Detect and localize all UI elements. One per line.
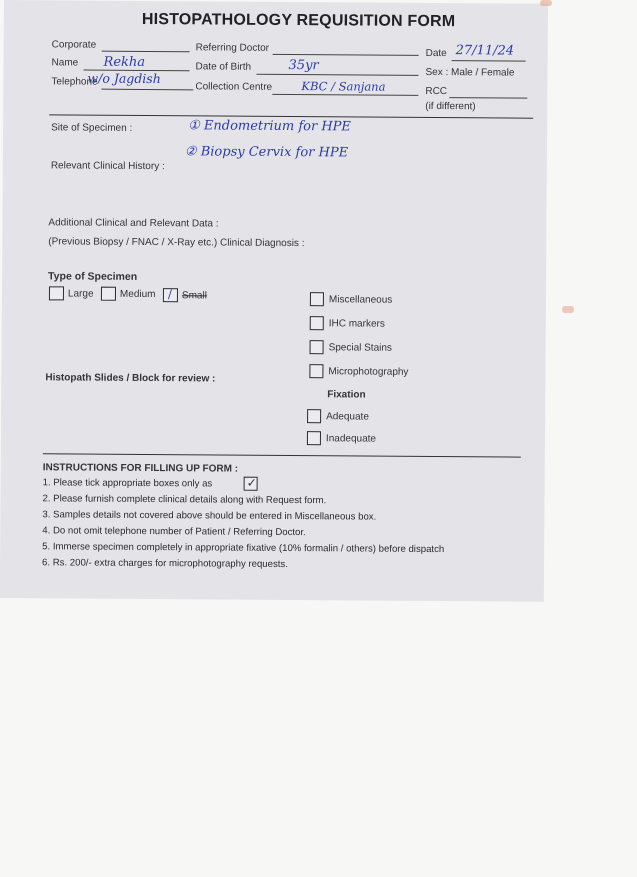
collection-centre-value[interactable]: KBC / Sanjana bbox=[301, 79, 386, 94]
adequate-label: Adequate bbox=[326, 411, 369, 423]
telephone-label: Telephone bbox=[51, 76, 98, 88]
site-of-specimen-value[interactable]: ① Endometrium for HPE bbox=[188, 118, 351, 135]
special-stains-label: Special Stains bbox=[328, 342, 392, 354]
small-label: Small bbox=[181, 290, 207, 302]
instruction-item-1: 1. Please tick appropriate boxes only as bbox=[42, 477, 213, 490]
date-of-birth-value[interactable]: 35yr bbox=[288, 57, 319, 74]
inadequate-label: Inadequate bbox=[325, 433, 377, 445]
site-of-specimen-label: Site of Specimen : bbox=[51, 122, 133, 134]
stain-mark-side bbox=[562, 306, 574, 313]
rcc-label: RCC bbox=[425, 85, 448, 98]
microphotography-checkbox[interactable] bbox=[309, 364, 323, 378]
histopath-slides-label: Histopath Slides / Block for review : bbox=[45, 372, 216, 385]
date-of-birth-label: Date of Birth bbox=[195, 61, 252, 73]
collection-centre-label: Collection Centre bbox=[195, 81, 273, 93]
ihc-markers-label: IHC markers bbox=[328, 318, 385, 330]
date-value[interactable]: 27/11/24 bbox=[455, 43, 515, 59]
date-field-line[interactable] bbox=[452, 60, 526, 62]
collection-centre-field-line[interactable] bbox=[272, 94, 418, 96]
clinical-history-label: Relevant Clinical History : bbox=[50, 160, 165, 173]
clinical-history-value[interactable]: ② Biopsy Cervix for HPE bbox=[184, 144, 349, 161]
medium-checkbox[interactable] bbox=[101, 287, 116, 301]
tick-icon: ✓ bbox=[246, 475, 257, 490]
microphotography-label: Microphotography bbox=[328, 366, 409, 378]
referring-doctor-field-line[interactable] bbox=[273, 54, 419, 56]
miscellaneous-checkbox[interactable] bbox=[310, 292, 324, 306]
instruction-item-3: 3. Samples details not covered above should be entered in Miscellaneous box. bbox=[42, 509, 377, 523]
ihc-markers-checkbox[interactable] bbox=[310, 316, 324, 330]
sex-label: Sex : Male / Female bbox=[425, 66, 515, 79]
adequate-checkbox[interactable] bbox=[307, 409, 321, 423]
fixation-heading: Fixation bbox=[327, 389, 366, 401]
date-label: Date bbox=[425, 47, 447, 60]
instruction-item-2: 2. Please furnish complete clinical details along with Request form. bbox=[42, 493, 327, 507]
telephone-field-line[interactable] bbox=[101, 89, 193, 91]
stain-mark-top bbox=[540, 0, 552, 6]
tick-example-box bbox=[244, 477, 258, 491]
large-checkbox[interactable] bbox=[49, 286, 64, 300]
instructions-divider bbox=[43, 453, 521, 457]
date-of-birth-field-line[interactable] bbox=[256, 74, 418, 76]
referring-doctor-label: Referring Doctor bbox=[195, 42, 270, 54]
special-stains-checkbox[interactable] bbox=[310, 340, 324, 354]
type-of-specimen-heading: Type of Specimen bbox=[48, 270, 138, 283]
miscellaneous-label: Miscellaneous bbox=[328, 294, 393, 306]
instruction-item-4: 4. Do not omit telephone number of Patient / Referring Doctor. bbox=[42, 525, 306, 539]
previous-biopsy-label: (Previous Biopsy / FNAC / X-Ray etc.) Clinical Diagnosis : bbox=[48, 236, 305, 250]
name-value[interactable]: Rekha bbox=[103, 54, 146, 70]
form-title: HISTOPATHOLOGY REQUISITION FORM bbox=[141, 10, 456, 31]
instruction-item-5: 5. Immerse specimen completely in appropriate fixative (10% formalin / others) before dispatch bbox=[42, 541, 445, 556]
rcc-note: (if different) bbox=[425, 100, 476, 113]
additional-data-label: Additional Clinical and Relevant Data : bbox=[48, 217, 219, 230]
corporate-label: Corporate bbox=[51, 39, 97, 51]
large-label: Large bbox=[67, 288, 94, 300]
name-label: Name bbox=[51, 57, 79, 69]
inadequate-checkbox[interactable] bbox=[307, 431, 321, 445]
telephone-value[interactable]: w/o Jagdish bbox=[87, 70, 161, 87]
instruction-item-6: 6. Rs. 200/- extra charges for microphotography requests. bbox=[42, 557, 288, 570]
small-checkbox-mark: / bbox=[167, 287, 173, 302]
instructions-heading: INSTRUCTIONS FOR FILLING UP FORM : bbox=[42, 462, 239, 475]
corporate-field-line[interactable] bbox=[102, 51, 190, 53]
medium-label: Medium bbox=[119, 288, 156, 301]
small-checkbox[interactable] bbox=[163, 288, 178, 302]
rcc-field-line[interactable] bbox=[449, 97, 527, 99]
